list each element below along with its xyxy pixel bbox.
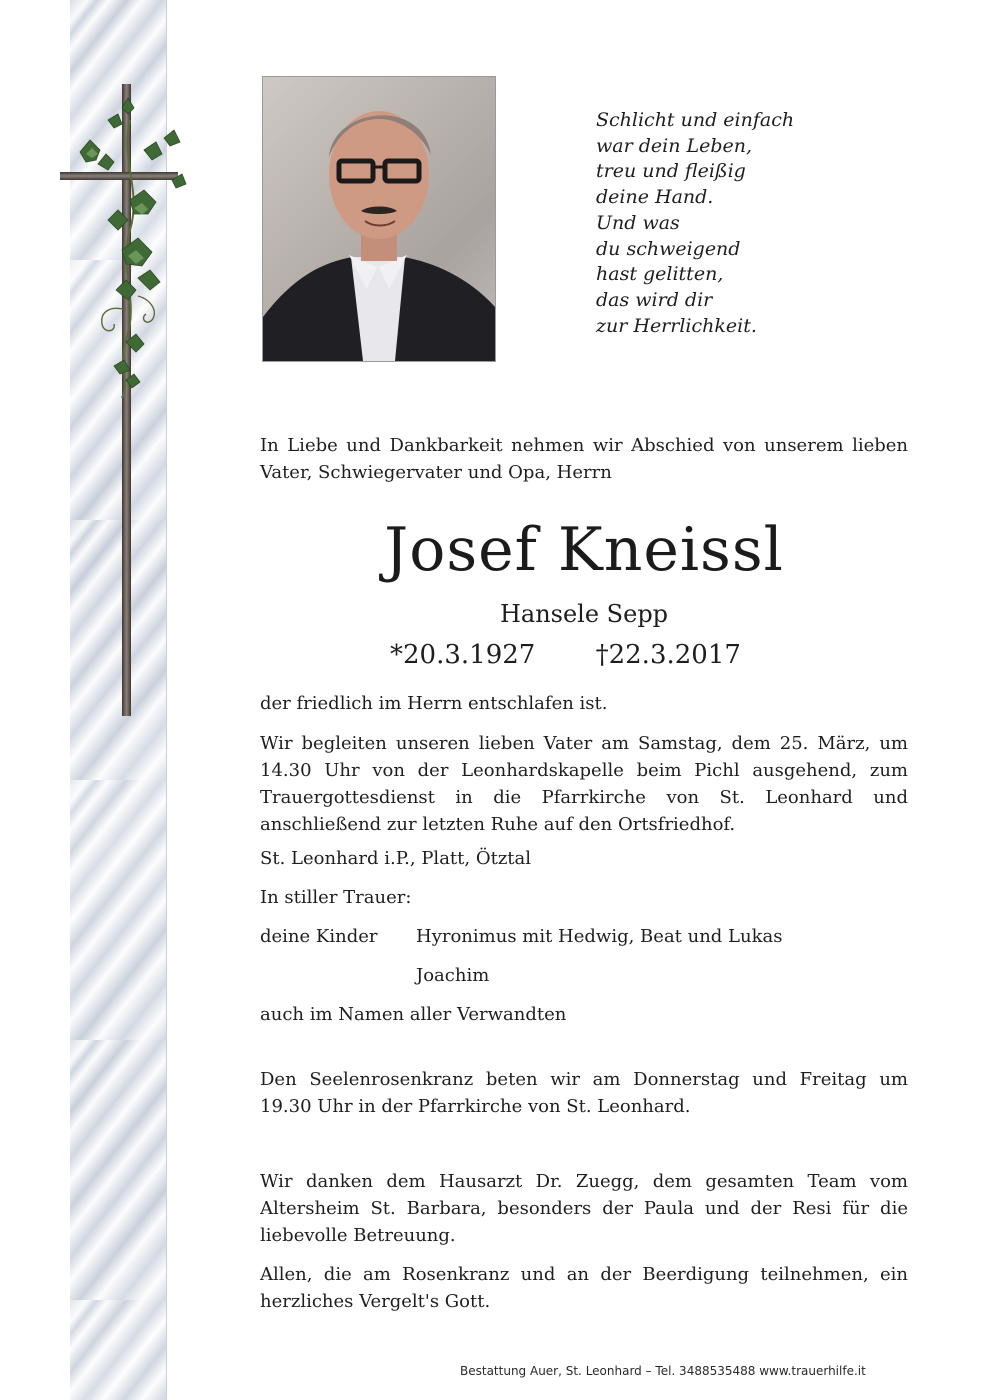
life-dates [390, 638, 790, 672]
ivy-cross-icon [60, 80, 210, 720]
footer-contact: Bestattung Auer, St. Leonhard – Tel. 3488535488 www.trauerhilfe.it [460, 1364, 866, 1378]
poem-line: das wird dir [596, 288, 713, 311]
place-line: St. Leonhard i.P., Platt, Ötztal [260, 848, 532, 869]
mourning-line: In stiller Trauer: [260, 887, 412, 908]
children-label: deine Kinder [260, 926, 378, 947]
children-names-2: Joachim [416, 965, 490, 986]
poem-line: du schweigend [596, 237, 741, 260]
rosary-info: Den Seelenrosenkranz beten wir am Donnerstag und Freitag um 19.30 Uhr in der Pfarrkirche von St. Leonhard. [260, 1069, 908, 1117]
birth-date: *20.3.1927 [390, 640, 536, 670]
deceased-name: Josef Kneissl [384, 515, 784, 585]
passed-text: der friedlich im Herrn entschlafen ist. [260, 693, 608, 714]
poem-line: hast gelitten, [596, 263, 724, 286]
poem-line: war dein Leben, [596, 134, 753, 157]
poem-line: Und was [596, 211, 680, 234]
relatives-line: auch im Namen aller Verwandten [260, 1004, 567, 1025]
poem [596, 108, 896, 339]
deceased-nickname: Hansele Sepp [499, 600, 669, 628]
death-date: †22.3.2017 [595, 640, 741, 670]
poem-line: zur Herrlichkeit. [596, 314, 757, 337]
poem-line: Schlicht und einfach [596, 109, 795, 131]
children-names-1: Hyronimus mit Hedwig, Beat und Lukas [416, 926, 783, 947]
funeral-info: Wir begleiten unseren lieben Vater am Samstag, dem 25. März, um 14.30 Uhr von der Leonhardskapelle beim Pichl ausgehend, zum Trauergottesdienst in die Pfarrkirche von St. Leonhard und anschließend zur letzten Ruhe auf den Ortsfriedhof. [260, 733, 908, 835]
poem-line: deine Hand. [596, 186, 714, 209]
portrait-photo [262, 76, 496, 362]
poem-line: treu und fleißig [596, 160, 746, 183]
thanks-doctor: Wir danken dem Hausarzt Dr. Zuegg, dem gesamten Team vom Altersheim St. Barbara, besonders der Paula und der Resi für die liebevolle Betreuung. [260, 1171, 908, 1246]
thanks-all: Allen, die am Rosenkranz und an der Beerdigung teilnehmen, ein herzliches Vergelt's Gott. [260, 1264, 908, 1312]
intro-text: In Liebe und Dankbarkeit nehmen wir Abschied von unserem lieben Vater, Schwiegervater und Opa, Herrn [260, 435, 908, 483]
